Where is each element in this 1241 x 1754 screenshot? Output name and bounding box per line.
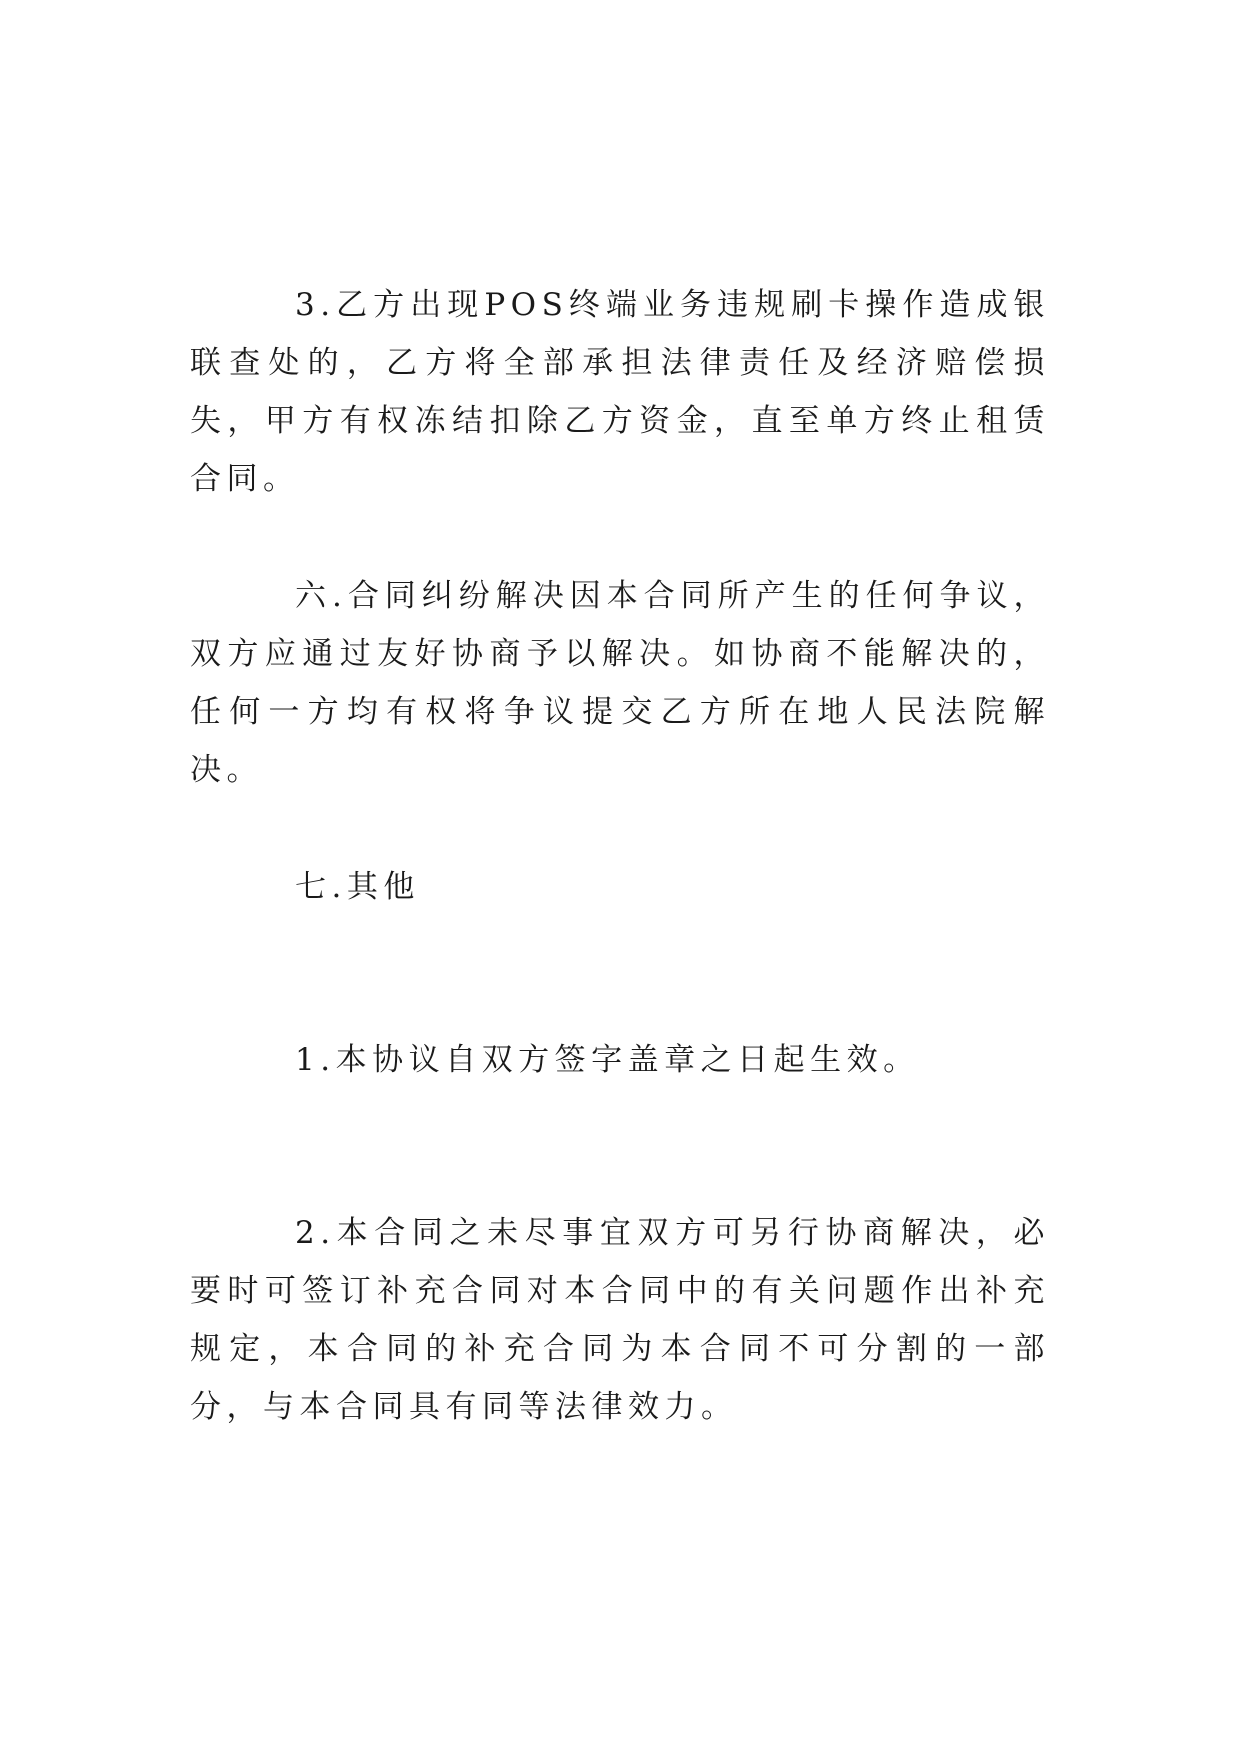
clause-supplementary-contract: 2.本合同之未尽事宜双方可另行协商解决，必要时可签订补充合同对本合同中的有关问题作出补充规定，本合同的补充合同为本合同不可分割的一部分，与本合同具有同等法律效力。: [190, 1215, 1050, 1425]
clause-pos-violation: 3.乙方出现POS终端业务违规刷卡操作造成银联查处的，乙方将全部承担法律责任及经济赔偿损失，甲方有权冻结扣除乙方资金，直至单方终止租赁合同。: [190, 287, 1050, 497]
section-heading-other: 七.其他: [295, 869, 420, 905]
clause-dispute-resolution: 六.合同纠纷解决因本合同所产生的任何争议，双方应通过友好协商予以解决。如协商不能解决的，任何一方均有权将争议提交乙方所在地人民法院解决。: [190, 578, 1050, 788]
clause-effective-date: 1.本协议自双方签字盖章之日起生效。: [295, 1042, 920, 1078]
